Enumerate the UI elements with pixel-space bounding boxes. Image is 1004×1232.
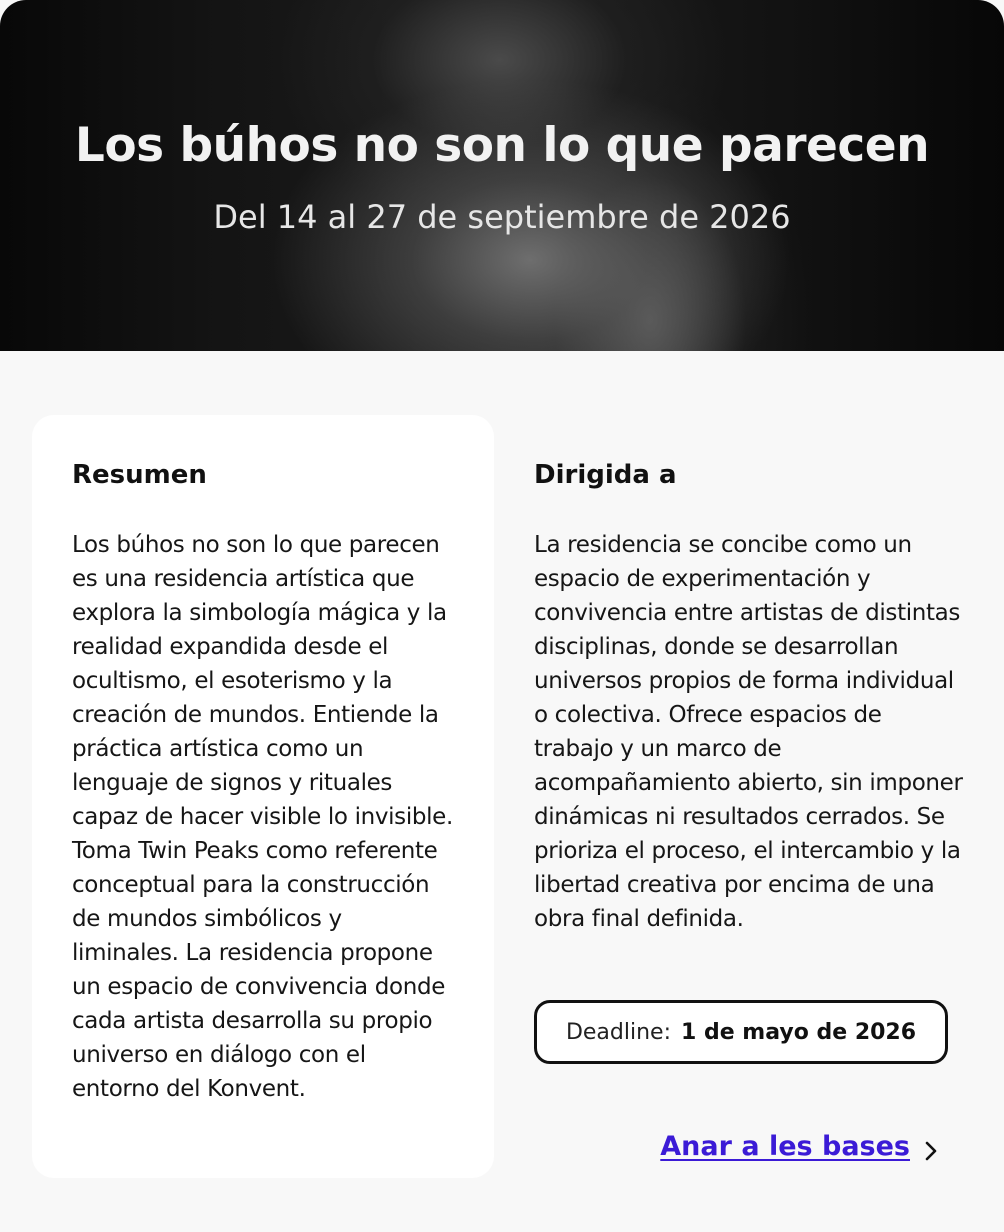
- audience-panel: [534, 415, 964, 1195]
- deadline-label: Deadline:: [565, 1019, 671, 1045]
- chevron-right-icon: [924, 1140, 938, 1162]
- audience-heading: Dirigida a: [534, 460, 677, 490]
- summary-heading: Resumen: [72, 460, 207, 490]
- bases-link-label[interactable]: Anar a les bases: [660, 1131, 910, 1162]
- hero-date-range: Del 14 al 27 de septiembre de 2026: [213, 198, 791, 236]
- audience-text: La residencia se concibe como un espacio de experimentación y convivencia entre artistas de distintas disciplinas, donde se desarrollan universos propios de forma individual o colectiva. Ofrece espacios de trabajo y un marco de acompañamiento abierto, sin imponer dinámicas ni resultados cerrados. Se prioriza el proceso, el intercambio y la libertad creativa por encima de una obra final definida.: [534, 532, 963, 932]
- deadline-date: 1 de mayo de 2026: [680, 1019, 917, 1045]
- summary-panel: [32, 415, 494, 1178]
- hero-banner: [0, 0, 1004, 351]
- deadline-badge: [534, 1000, 948, 1064]
- bases-link[interactable]: [660, 1131, 938, 1162]
- summary-text: Los búhos no son lo que parecen es una residencia artística que explora la simbología mágica y la realidad expandida desde el ocultismo, el esoterismo y la creación de mundos. Entiende la práctica artística como un lenguaje de signos y rituales capaz de hacer visible lo invisible. Toma Twin Peaks como referente conceptual para la construcción de mundos simbólicos y liminales. La residencia propone un espacio de convivencia donde cada artista desarrolla su propio universo en diálogo con el entorno del Konvent.: [72, 532, 453, 1102]
- hero-title: Los búhos no son lo que parecen: [74, 118, 930, 173]
